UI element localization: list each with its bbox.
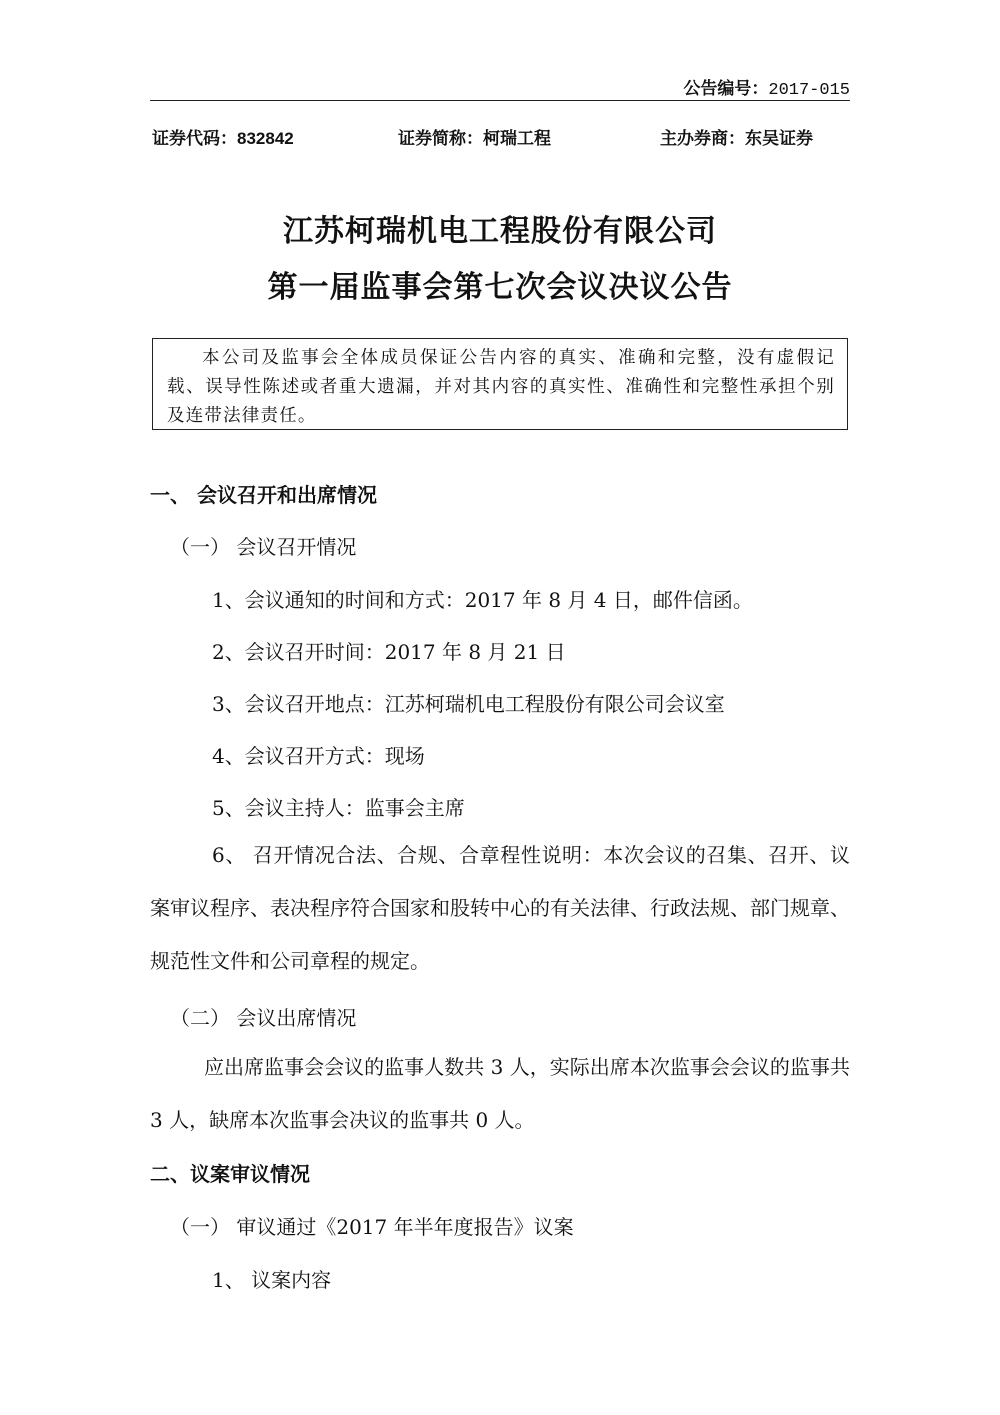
list-item: 1、会议通知的时间和方式：2017 年 8 月 4 日，邮件信函。 xyxy=(212,588,753,612)
security-code-label: 证券代码： xyxy=(152,129,237,149)
sponsor-broker xyxy=(660,124,813,149)
security-code-value: 832842 xyxy=(237,129,294,148)
list-item-proposal-content: 1、 议案内容 xyxy=(212,1268,332,1292)
section-heading-meeting: 一、 会议召开和出席情况 xyxy=(150,483,377,507)
disclaimer-box: 本公司及监事会全体成员保证公告内容的真实、准确和完整，没有虚假记载、误导性陈述或者重大遗漏，并对其内容的真实性、准确性和完整性承担个别及连带法律责任。 xyxy=(152,338,848,430)
list-item: 3、会议召开地点：江苏柯瑞机电工程股份有限公司会议室 xyxy=(212,692,725,716)
security-code xyxy=(152,124,294,149)
compliance-statement: 6、 召开情况合法、合规、合章程性说明：本次会议的召集、召开、议案审议程序、表决程序符合国家和股转中心的有关法律、行政法规、部门规章、规范性文件和公司章程的规定。 xyxy=(150,843,850,973)
list-item: 5、会议主持人：监事会主席 xyxy=(212,796,465,820)
announcement-title: 第一届监事会第七次会议决议公告 xyxy=(267,270,733,305)
security-short-name xyxy=(398,124,551,149)
announcement-number xyxy=(683,74,850,100)
list-item: 4、会议召开方式：现场 xyxy=(212,744,425,768)
company-title: 江苏柯瑞机电工程股份有限公司 xyxy=(283,214,717,249)
security-short-name-label: 证券简称： xyxy=(398,129,483,149)
announcement-number-value: 2017-015 xyxy=(768,81,850,100)
list-item: 2、会议召开时间：2017 年 8 月 21 日 xyxy=(212,640,566,664)
attendance-paragraph: 应出席监事会会议的监事人数共 3 人，实际出席本次监事会会议的监事共 3 人，缺席本次监事会决议的监事共 0 人。 xyxy=(150,1055,850,1132)
subheading-convening: （一） 会议召开情况 xyxy=(170,535,357,559)
header-divider xyxy=(150,100,850,101)
sponsor-broker-value: 东吴证券 xyxy=(745,129,813,149)
sponsor-broker-label: 主办券商： xyxy=(660,129,745,149)
section-heading-proposals: 二、议案审议情况 xyxy=(150,1162,310,1186)
announcement-number-label: 公告编号： xyxy=(683,79,769,99)
subheading-attendance: （二） 会议出席情况 xyxy=(170,1006,357,1030)
subheading-proposal-report: （一） 审议通过《2017 年半年度报告》议案 xyxy=(170,1215,574,1239)
security-short-name-value: 柯瑞工程 xyxy=(483,129,551,149)
